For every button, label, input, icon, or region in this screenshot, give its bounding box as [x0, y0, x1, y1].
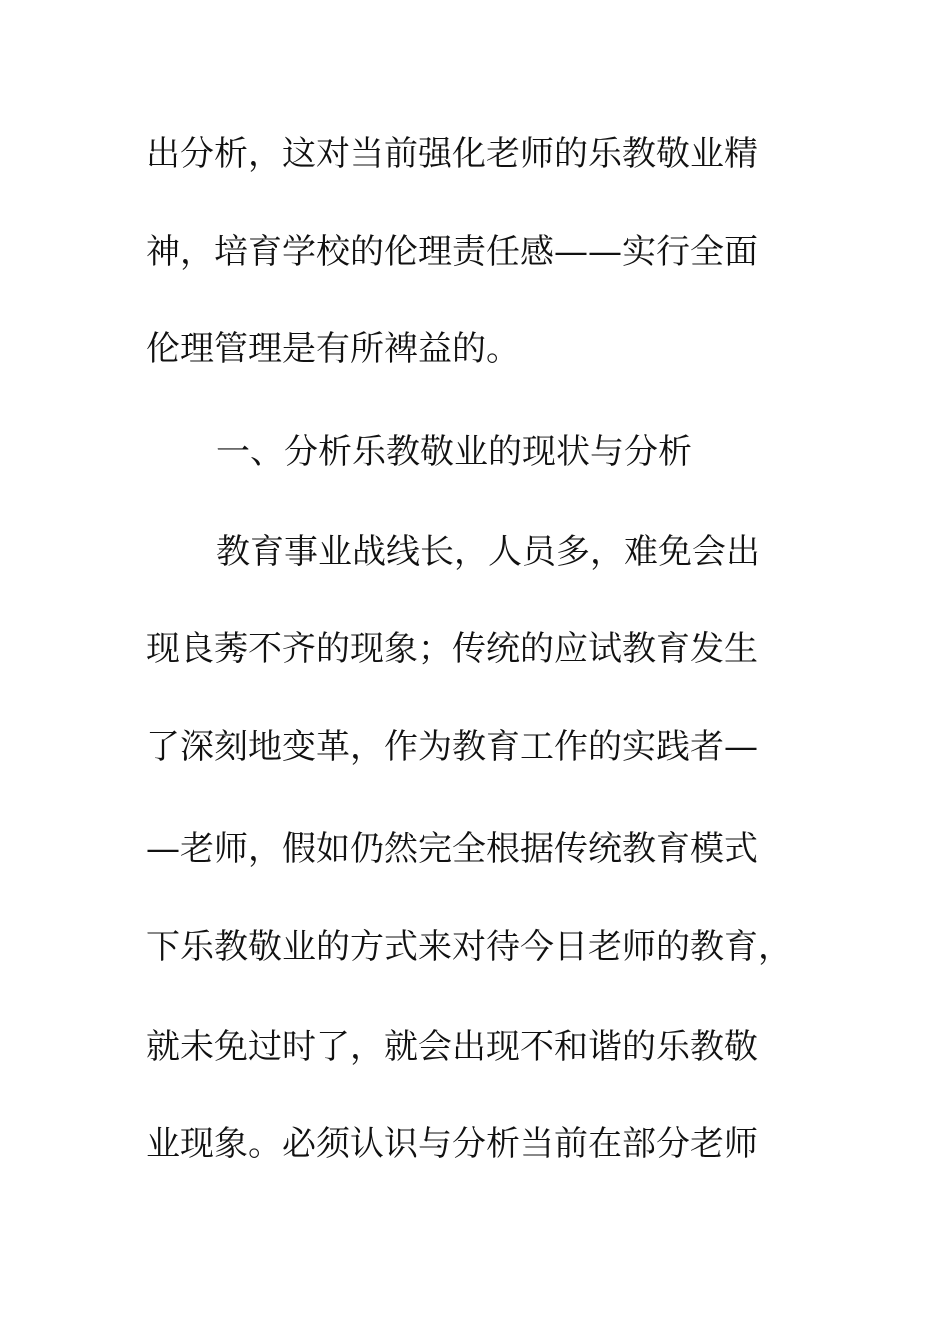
- body-text-line: 现良莠不齐的现象；传统的应试教育发生: [146, 629, 758, 669]
- body-text-line: 伦理管理是有所裨益的。: [146, 329, 520, 369]
- body-text-line: —老师，假如仍然完全根据传统教育模式: [146, 829, 758, 869]
- body-text-line: 业现象。必须认识与分析当前在部分老师: [146, 1124, 758, 1164]
- section-heading: 一、分析乐教敬业的现状与分析: [216, 432, 692, 472]
- body-text-line: 出分析，这对当前强化老师的乐教敬业精: [146, 134, 758, 174]
- body-text-line: 下乐教敬业的方式来对待今日老师的教育，: [146, 927, 792, 967]
- paragraph-first-line: 教育事业战线长，人员多，难免会出: [216, 532, 760, 572]
- body-text-line: 就未免过时了，就会出现不和谐的乐教敬: [146, 1027, 758, 1067]
- body-text-line: 神，培育学校的伦理责任感——实行全面: [146, 232, 758, 272]
- body-text-line: 了深刻地变革，作为教育工作的实践者—: [146, 727, 758, 767]
